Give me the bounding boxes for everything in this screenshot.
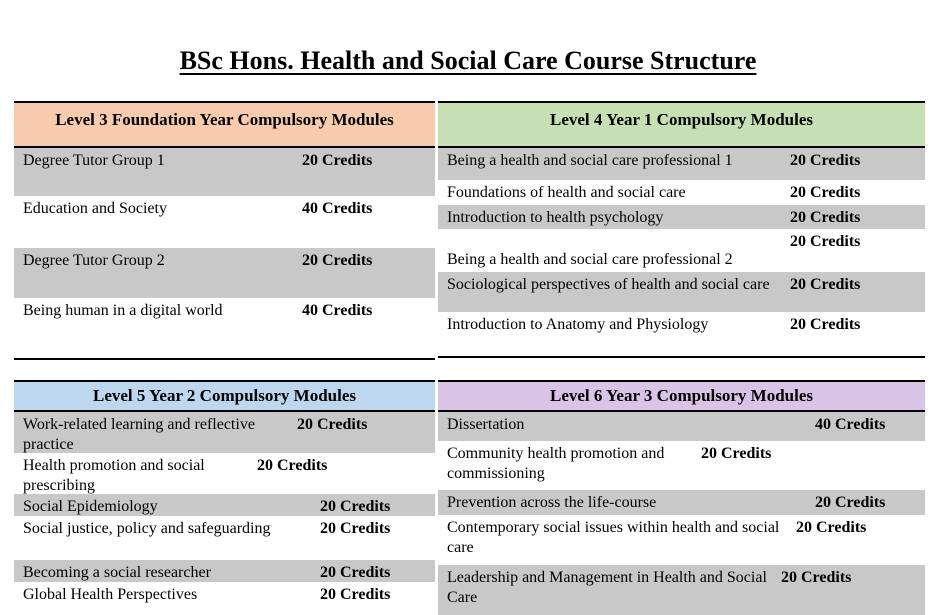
module-name: Leadership and Management in Health and Social Care <box>447 569 767 606</box>
module-name: Dissertation <box>447 416 525 433</box>
module-credits: 20 Credits <box>320 520 391 537</box>
table-row <box>14 248 435 298</box>
module-name: Introduction to Anatomy and Physiology <box>447 316 709 333</box>
table-row <box>438 490 925 515</box>
module-name: Social Epidemiology <box>23 498 158 515</box>
module-credits: 20 Credits <box>302 152 373 169</box>
module-credits: 40 Credits <box>815 416 886 433</box>
module-name: Foundations of health and social care <box>447 184 686 201</box>
module-name: Work-related learning and reflective practice <box>23 416 255 453</box>
module-name: Social justice, policy and safeguarding <box>23 520 271 537</box>
table-row <box>14 516 435 560</box>
table-level3-header: Level 3 Foundation Year Compulsory Modules <box>14 101 435 148</box>
table-row <box>438 412 925 441</box>
module-credits: 20 Credits <box>790 233 861 250</box>
table-row <box>14 148 435 196</box>
table-level6-rows <box>438 412 925 615</box>
module-name: Global Health Perspectives <box>23 586 198 603</box>
module-name: Sociological perspectives of health and social care <box>447 276 770 293</box>
table-row <box>438 148 925 180</box>
table-row <box>14 494 435 516</box>
table-row <box>14 298 435 358</box>
table-row <box>438 441 925 490</box>
table-row <box>14 560 435 582</box>
module-credits: 20 Credits <box>790 184 861 201</box>
module-credits: 20 Credits <box>701 445 772 462</box>
module-name: Contemporary social issues within health and social care <box>447 519 780 556</box>
table-level5 <box>14 380 435 612</box>
module-credits: 20 Credits <box>781 569 852 586</box>
table-level6 <box>438 380 925 615</box>
module-name: Introduction to health psychology <box>447 209 664 226</box>
page-title: BSc Hons. Health and Social Care Course Structure <box>179 46 757 75</box>
table-level4 <box>438 101 925 358</box>
module-credits: 20 Credits <box>320 564 391 581</box>
table-level3 <box>14 101 435 360</box>
table-level4-header: Level 4 Year 1 Compulsory Modules <box>438 101 925 148</box>
module-name: Health promotion and social prescribing <box>23 457 205 494</box>
module-name: Becoming a social researcher <box>23 564 211 581</box>
module-credits: 20 Credits <box>790 209 861 226</box>
module-credits: 20 Credits <box>790 152 861 169</box>
module-credits: 20 Credits <box>790 276 861 293</box>
module-name: Community health promotion and commissioning <box>447 445 665 482</box>
module-credits: 40 Credits <box>302 302 373 319</box>
module-credits: 20 Credits <box>302 252 373 269</box>
table-row <box>14 582 435 612</box>
module-name: Being a health and social care professional 2 <box>447 251 733 268</box>
module-credits: 20 Credits <box>790 316 861 333</box>
module-name: Degree Tutor Group 2 <box>23 252 165 269</box>
table-row <box>14 412 435 453</box>
table-row <box>438 515 925 565</box>
module-credits: 20 Credits <box>796 519 867 536</box>
module-name: Being a health and social care professional 1 <box>447 152 733 169</box>
table-row <box>438 229 925 272</box>
table-level3-rows <box>14 148 435 360</box>
module-name: Education and Society <box>23 200 167 217</box>
module-credits: 20 Credits <box>257 457 328 474</box>
table-row <box>438 205 925 229</box>
module-credits: 20 Credits <box>320 586 391 603</box>
module-credits: 20 Credits <box>815 494 886 511</box>
module-name: Prevention across the life-course <box>447 494 657 511</box>
table-row <box>14 196 435 248</box>
table-row <box>438 565 925 615</box>
table-level4-rows <box>438 148 925 358</box>
module-credits: 40 Credits <box>302 200 373 217</box>
table-level5-rows <box>14 412 435 612</box>
module-credits: 20 Credits <box>320 498 391 515</box>
table-level6-header: Level 6 Year 3 Compulsory Modules <box>438 380 925 412</box>
table-row <box>438 272 925 312</box>
module-name: Being human in a digital world <box>23 302 223 319</box>
table-row <box>438 180 925 205</box>
table-row <box>438 312 925 356</box>
table-level5-header: Level 5 Year 2 Compulsory Modules <box>14 380 435 412</box>
module-credits: 20 Credits <box>297 416 368 433</box>
table-row <box>14 453 435 494</box>
module-name: Degree Tutor Group 1 <box>23 152 165 169</box>
